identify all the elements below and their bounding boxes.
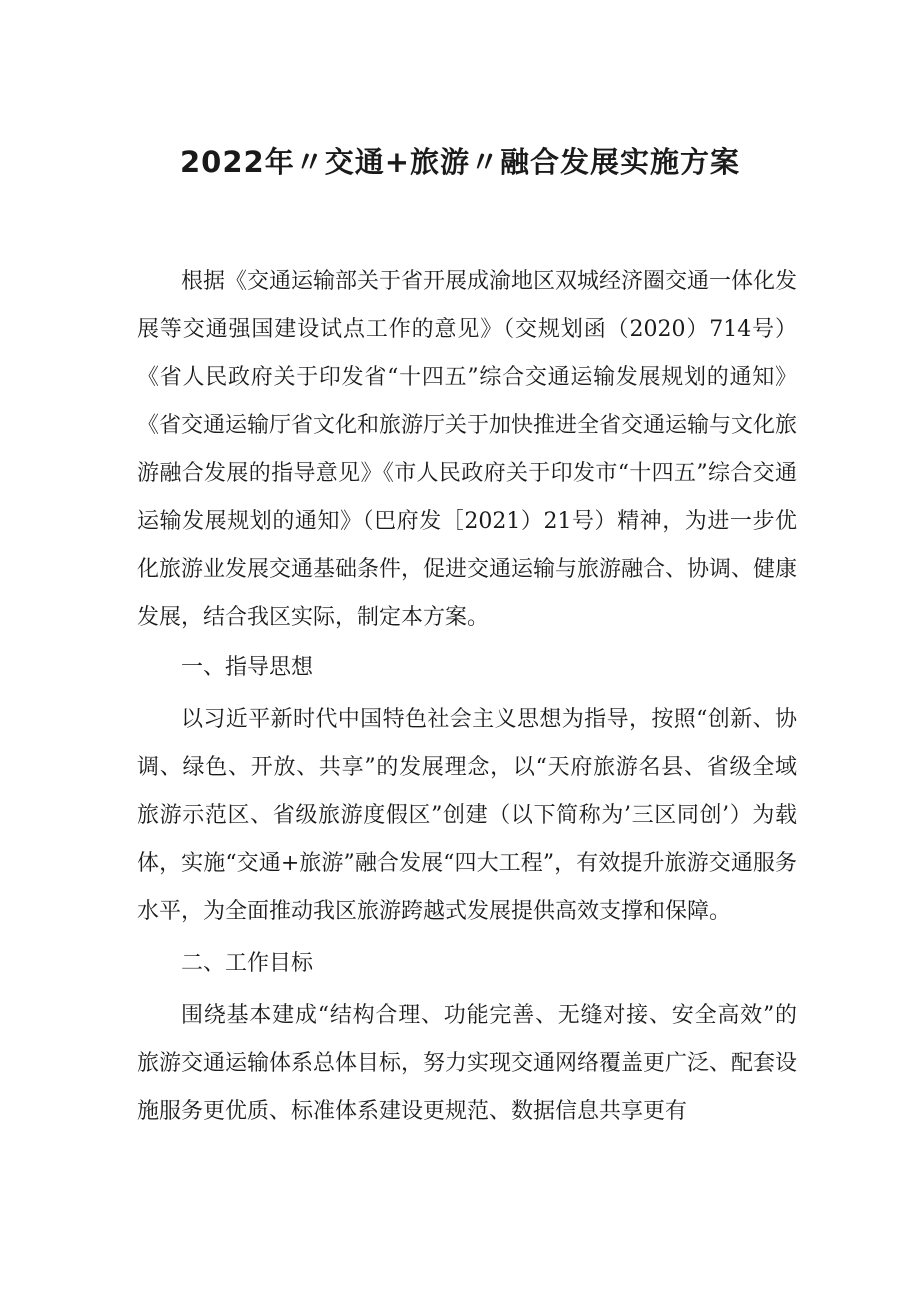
section-heading-guiding-ideology: 一、指导思想 <box>181 655 314 680</box>
document-title: 2022年〃交通+旅游〃融合发展实施方案 <box>179 145 740 179</box>
work-goals-paragraph: 围绕基本建成“结构合理、功能完善、无缝对接、安全高效”的旅游交通运输体系总体目标，努力实现交通网络覆盖更广泛、配套设施服务更优质、标准体系建设更规范、数据信息共享更有 <box>137 1003 798 1124</box>
section-heading-work-goals: 二、工作目标 <box>181 951 314 976</box>
guiding-ideology-paragraph: 以习近平新时代中国特色社会主义思想为指导，按照“创新、协调、绿色、开放、共享”的发展理念，以“天府旅游名县、省级全域旅游示范区、省级旅游度假区”创建（以下简称为’三区同创’）为载体，实施“交通+旅游”融合发展“四大工程”，有效提升旅游交通服务水平，为全面推动我区旅游跨越式发展提供高效支撑和保障。 <box>137 707 797 924</box>
intro-paragraph: 根据《交通运输部关于省开展成渝地区双城经济圈交通一体化发展等交通强国建设试点工作的意见》（交规划函（2020）714号）《省人民政府关于印发省“十四五”综合交通运输发展规划的通知》《省交通运输厅省文化和旅游厅关于加快推进全省交通运输与文化旅游融合发展的指导意见》《市人民政府关于印发市“十四五”综合交通运输发展规划的通知》（巴府发［2021）21号）精神，为进一步优化旅游业发展交通基础条件，促进交通运输与旅游融合、协调、健康发展，结合我区实际，制定本方案。 <box>137 269 798 630</box>
document-body <box>137 258 797 1136</box>
